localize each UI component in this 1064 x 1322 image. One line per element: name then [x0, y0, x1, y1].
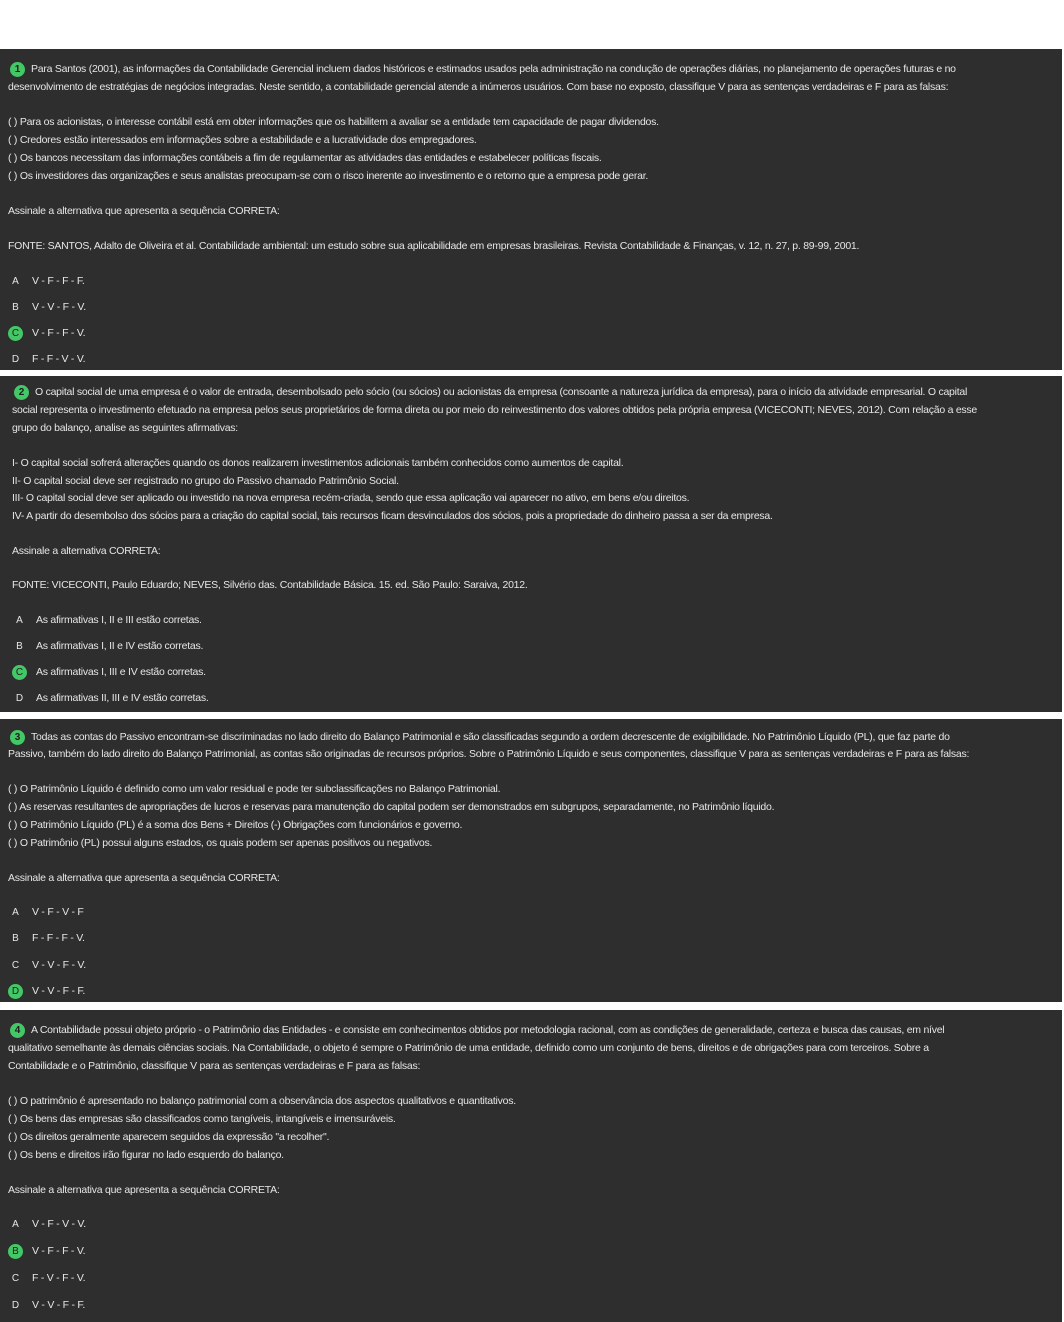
- option-a[interactable]: [12, 611, 202, 629]
- option-d[interactable]: [8, 350, 85, 368]
- option-c[interactable]: [8, 1269, 85, 1287]
- option-text: V - F - F - F.: [32, 275, 85, 287]
- option-text: V - V - F - F.: [32, 1299, 86, 1311]
- option-d[interactable]: [12, 689, 208, 707]
- option-letter-selected: C: [8, 326, 23, 341]
- question-text: [10, 728, 1062, 746]
- statement: ( ) Os direitos geralmente aparecem seguidos da expressão "a recolher".: [8, 1131, 330, 1143]
- option-text: As afirmativas I, II e IV estão corretas.: [36, 640, 204, 652]
- statement: ( ) O patrimônio é apresentado no balanço patrimonial com a observância dos aspectos qualitativos e quantitativos.: [8, 1095, 516, 1107]
- question-text-line: desenvolvimento de estratégias de negócios integradas. Neste sentido, a contabilidade gerencial atende a inúmeros usuários. Com base no exposto, classifique V para as sentenças verdadeiras e F para as falsas:: [8, 81, 949, 93]
- question-3: [0, 719, 1062, 1002]
- option-letter: B: [16, 641, 23, 652]
- source-citation: FONTE: VICECONTI, Paulo Eduardo; NEVES, Silvério das. Contabilidade Básica. 15. ed. São Paulo: Saraiva, 2012.: [12, 579, 528, 591]
- question-number-badge: 4: [10, 1023, 25, 1038]
- option-d[interactable]: [8, 1296, 85, 1314]
- question-text-line: Passivo, também do lado direito do Balanço Patrimonial, as contas são originadas de recursos próprios. Sobre o Patrimônio Líquido e seus componentes, classifique V para as sentenças verdadeiras e F para as falsas:: [8, 748, 970, 760]
- statement: ( ) As reservas resultantes de apropriações de lucros e reservas para manutenção do capital podem ser demonstrados em subgrupos, separadamente, no Patrimônio líquido.: [8, 801, 775, 813]
- question-text-line: social representa o investimento efetuado na empresa pelos seus proprietários de forma direta ou por meio do reinvestimento dos valores obtidos pela própria empresa (VICECONTI; NEVES, 2012). Com relação a esse: [12, 404, 978, 416]
- question-text-line: grupo do balanço, analise as seguintes afirmativas:: [12, 422, 238, 434]
- option-text: V - F - F - V.: [32, 1245, 86, 1257]
- statement: ( ) Os investidores das organizações e seus analistas preocupam-se com o risco inerente ao investimento e o retorno que a empresa pode gerar.: [8, 170, 649, 182]
- instruction: Assinale a alternativa que apresenta a sequência CORRETA:: [8, 872, 280, 884]
- option-letter: A: [12, 1219, 19, 1230]
- question-4: [0, 1010, 1062, 1322]
- option-text: As afirmativas I, II e III estão corretas.: [36, 614, 202, 626]
- option-c[interactable]: [8, 956, 86, 974]
- option-text: F - V - F - V.: [32, 1272, 86, 1284]
- question-text-line: A Contabilidade possui objeto próprio - o Patrimônio das Entidades - e consiste em conhecimentos obtidos por metodologia racional, com as condições de generalidade, certeza e busca das causas, em nível: [31, 1024, 945, 1036]
- instruction: Assinale a alternativa que apresenta a sequência CORRETA:: [8, 205, 280, 217]
- statement: ( ) O Patrimônio (PL) possui alguns estados, os quais podem ser apenas positivos ou negativos.: [8, 837, 433, 849]
- option-text: F - F - F - V.: [32, 932, 85, 944]
- statement: IV- A partir do desembolso dos sócios para a criação do capital social, tais recursos ficam desvinculados dos sócios, pois a propriedade do dinheiro passa a ser da empresa.: [12, 510, 773, 522]
- option-letter: A: [12, 276, 19, 287]
- statement: ( ) Os bens das empresas são classificados como tangíveis, intangíveis e imensuráveis.: [8, 1113, 396, 1125]
- statement: ( ) Os bancos necessitam das informações contábeis a fim de regulamentar as atividades das entidades e estabelecer políticas fiscais.: [8, 152, 602, 164]
- option-b[interactable]: [8, 929, 85, 947]
- option-text: V - F - V - V.: [32, 1218, 86, 1230]
- question-number-badge: 2: [14, 385, 29, 400]
- question-text: [10, 1021, 1062, 1039]
- option-letter: C: [11, 960, 20, 971]
- option-letter-selected: C: [12, 665, 27, 680]
- question-text-line: O capital social de uma empresa é o valor de entrada, desembolsado pelo sócio (ou sócios) ou acionistas da empresa (consoante a natureza jurídica da empresa), para o início da atividade empresarial. O capital: [35, 386, 968, 398]
- option-letter: A: [12, 907, 19, 918]
- option-text: As afirmativas II, III e IV estão corretas.: [36, 692, 209, 704]
- question-text-line: Todas as contas do Passivo encontram-se discriminadas no lado direito do Balanço Patrimonial e são classificadas segundo a ordem decrescente de exigibilidade. No Patrimônio Líquido (PL), que faz parte do: [31, 731, 950, 743]
- option-text: As afirmativas I, III e IV estão corretas.: [36, 666, 206, 678]
- statement: II- O capital social deve ser registrado no grupo do Passivo chamado Patrimônio Social.: [12, 475, 399, 487]
- option-letter: D: [11, 1300, 20, 1311]
- statement: ( ) Credores estão interessados em informações sobre a estabilidade e a lucratividade dos empregadores.: [8, 134, 477, 146]
- option-a[interactable]: [8, 272, 85, 290]
- option-text: V - V - F - F.: [32, 985, 86, 997]
- option-text: V - F - V - F: [32, 906, 84, 918]
- option-letter: C: [11, 1273, 20, 1284]
- option-c-selected[interactable]: [12, 663, 206, 681]
- question-text: [10, 60, 1062, 78]
- option-text: V - V - F - V.: [32, 301, 86, 313]
- statement: III- O capital social deve ser aplicado ou investido na nova empresa recém-criada, sendo que essa aplicação vai aparecer no ativo, em bens e/ou direitos.: [12, 492, 690, 504]
- question-text: [14, 383, 1062, 401]
- statement: ( ) Os bens e direitos irão figurar no lado esquerdo do balanço.: [8, 1149, 284, 1161]
- question-number-badge: 1: [10, 62, 25, 77]
- option-letter: D: [15, 693, 24, 704]
- option-letter-selected: B: [8, 1244, 23, 1259]
- option-b-selected[interactable]: [8, 1242, 85, 1260]
- question-text-line: Para Santos (2001), as informações da Contabilidade Gerencial incluem dados históricos e estimados usados pela administração na condução de operações diárias, no planejamento de operações futuras e no: [31, 63, 956, 75]
- option-letter: B: [12, 933, 19, 944]
- option-text: V - V - F - V.: [32, 959, 86, 971]
- statement: ( ) O Patrimônio Líquido (PL) é a soma dos Bens + Direitos (-) Obrigações com funcionários e governo.: [8, 819, 463, 831]
- option-d-selected[interactable]: [8, 982, 85, 1000]
- source-citation: FONTE: SANTOS, Adalto de Oliveira et al. Contabilidade ambiental: um estudo sobre sua aplicabilidade em empresas brasileiras. Revista Contabilidade & Finanças, v. 12, n. 27, p. 89-99, 2001.: [8, 240, 860, 252]
- option-a[interactable]: [8, 903, 84, 921]
- option-text: F - F - V - V.: [32, 353, 86, 365]
- option-letter: B: [12, 302, 19, 313]
- option-letter-selected: D: [8, 984, 23, 999]
- option-a[interactable]: [8, 1215, 86, 1233]
- option-b[interactable]: [8, 298, 86, 316]
- option-letter: D: [11, 354, 20, 365]
- statement: I- O capital social sofrerá alterações quando os donos realizarem investimentos adicionais também conhecidos como aumentos de capital.: [12, 457, 624, 469]
- question-1: [0, 49, 1062, 370]
- statement: ( ) O Patrimônio Líquido é definido como um valor residual e pode ter subclassificações no Balanço Patrimonial.: [8, 783, 501, 795]
- option-text: V - F - F - V.: [32, 327, 86, 339]
- question-text-line: qualitativo semelhante às demais ciências sociais. Na Contabilidade, o objeto é sempre o Patrimônio de uma entidade, definido como um conjunto de bens, direitos e de obrigações para com terceiros. Sobre a: [8, 1042, 929, 1054]
- statement: ( ) Para os acionistas, o interesse contábil está em obter informações que os habilitem a avaliar se a entidade tem capacidade de pagar dividendos.: [8, 116, 659, 128]
- question-number-badge: 3: [10, 730, 25, 745]
- option-c-selected[interactable]: [8, 324, 85, 342]
- question-2: [0, 376, 1062, 712]
- option-letter: A: [16, 615, 23, 626]
- instruction: Assinale a alternativa que apresenta a sequência CORRETA:: [8, 1184, 280, 1196]
- question-text-line: Contabilidade e o Patrimônio, classifique V para as sentenças verdadeiras e F para as falsas:: [8, 1060, 421, 1072]
- option-b[interactable]: [12, 637, 203, 655]
- instruction: Assinale a alternativa CORRETA:: [12, 545, 161, 557]
